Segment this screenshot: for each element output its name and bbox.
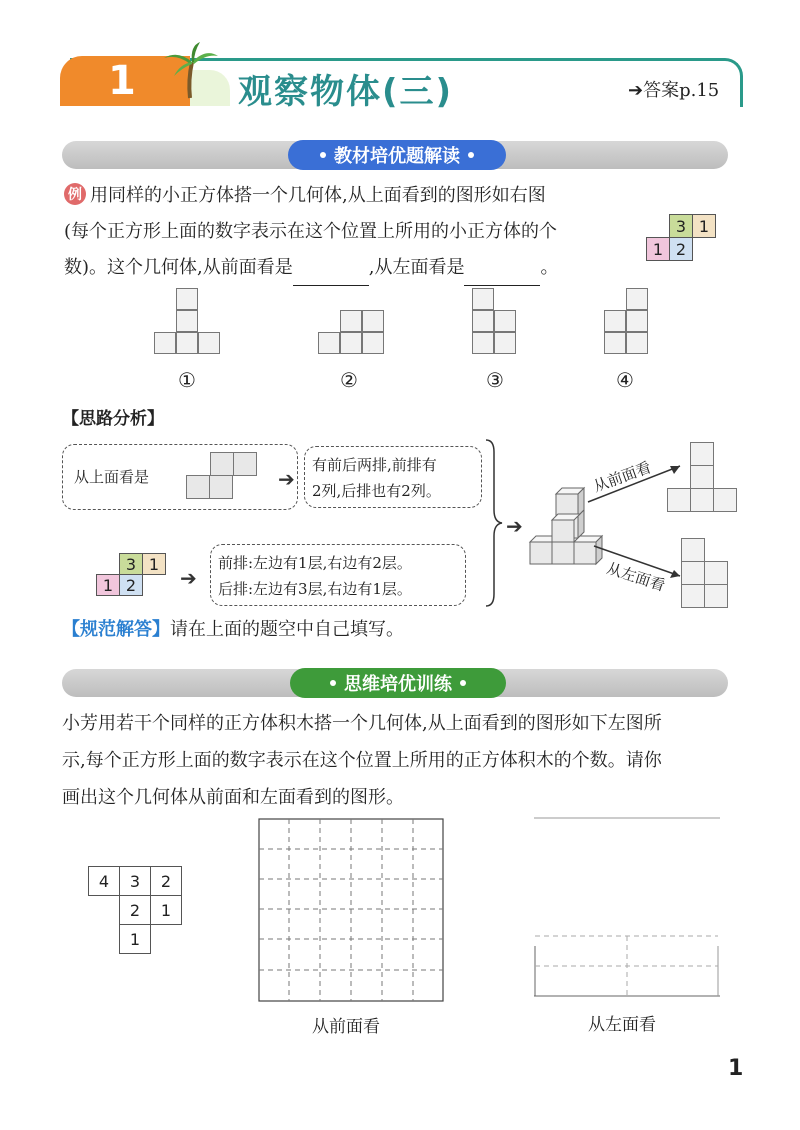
grid-cell: 2 — [150, 866, 182, 896]
top-view-cell: 1 — [646, 237, 670, 261]
rows-note-2: 2列,后排也有2列。 — [312, 482, 441, 500]
grid-cell: 3 — [119, 866, 151, 896]
example-line-2: (每个正方形上面的数字表示在这个位置上所用的小正方体的个 — [64, 221, 558, 242]
page-title: 观察物体(三) — [238, 72, 454, 112]
rows-note-1: 有前后两排,前排有 — [312, 456, 437, 474]
option-label-2[interactable]: ② — [340, 368, 358, 392]
exercise-line-2: 示,每个正方形上面的数字表示在这个位置上所用的正方体积木的个数。请你 — [62, 750, 662, 771]
option-figure-1[interactable] — [150, 288, 230, 358]
palm-tree-icon — [160, 40, 220, 100]
front-view-drawing-grid[interactable] — [258, 818, 444, 1002]
analysis-label: 【思路分析】 — [62, 409, 164, 429]
page-number: 1 — [728, 1056, 744, 1081]
left-caption: 从左面看 — [588, 1015, 656, 1035]
grid-cell: 2 — [119, 895, 151, 925]
grid-cell: 4 — [88, 866, 120, 896]
arrow-right-icon: ➔ — [278, 467, 295, 491]
dot-icon — [460, 680, 466, 686]
top-view-cell: 1 — [692, 214, 716, 238]
exercise-line-3: 画出这个几何体从前面和左面看到的图形。 — [62, 787, 404, 808]
dot-icon — [330, 680, 336, 686]
left-view-result — [680, 536, 732, 610]
top-view-cell: 1 — [96, 574, 120, 596]
front-view-result — [666, 440, 740, 514]
answer-text: 请在上面的题空中自己填写。 — [170, 619, 404, 640]
left-view-blank[interactable] — [464, 267, 540, 286]
answer-reference-text: 答案p.15 — [643, 80, 720, 101]
arrow-right-icon: ➔ — [506, 514, 523, 538]
option-label-3[interactable]: ③ — [486, 368, 504, 392]
example-line-3b: ,从左面看是 — [368, 257, 465, 278]
front-row-note: 前排:左边有1层,右边有2层。 — [218, 554, 412, 572]
option-figure-2[interactable] — [314, 288, 394, 358]
example-line-3c: 。 — [540, 257, 559, 278]
example-line-3 — [64, 250, 558, 286]
exercise-line-1: 小芳用若干个同样的正方体积木搭一个几何体,从上面看到的图形如下左图所 — [62, 713, 662, 734]
from-top-label: 从上面看是 — [74, 468, 150, 486]
option-figure-4[interactable] — [602, 288, 662, 358]
brace-icon — [484, 438, 504, 608]
example-line-1: 用同样的小正方体搭一个几何体,从上面看到的图形如右图 — [90, 185, 546, 206]
grid-cell: 1 — [119, 924, 151, 954]
top-view-cell: 2 — [669, 237, 693, 261]
lesson-number: 1 — [60, 56, 190, 106]
back-row-note: 后排:左边有3层,右边有1层。 — [218, 580, 412, 598]
example-icon: 例 — [64, 183, 86, 205]
dot-icon — [320, 152, 326, 158]
section-heading-2-text: 思维培优训练 — [344, 674, 452, 695]
top-view-shape — [186, 452, 266, 502]
example-line-3a: 数)。这个几何体,从前面看是 — [64, 257, 293, 278]
from-front-label: 从前面看 — [590, 458, 654, 496]
option-label-4[interactable]: ④ — [616, 368, 634, 392]
answer-label: 【规范解答】 — [62, 619, 170, 640]
section-heading-1 — [288, 140, 506, 170]
answer-reference — [628, 76, 719, 102]
dot-icon — [468, 152, 474, 158]
from-left-label: 从左面看 — [604, 559, 668, 595]
front-view-blank[interactable] — [293, 267, 369, 286]
answer-line — [62, 612, 404, 648]
section-heading-2 — [290, 668, 506, 698]
top-view-cell: 3 — [669, 214, 693, 238]
top-view-cell: 3 — [119, 553, 143, 575]
left-view-drawing-grid[interactable] — [532, 816, 722, 1000]
grid-cell: 1 — [150, 895, 182, 925]
arrow-right-icon: ➔ — [628, 80, 644, 101]
top-view-cell: 2 — [119, 574, 143, 596]
top-view-cell: 1 — [142, 553, 166, 575]
section-heading-1-text: 教材培优题解读 — [334, 146, 460, 167]
option-label-1[interactable]: ① — [178, 368, 196, 392]
arrow-right-icon: ➔ — [180, 566, 197, 590]
option-figure-3[interactable] — [470, 288, 530, 358]
front-caption: 从前面看 — [312, 1017, 380, 1037]
